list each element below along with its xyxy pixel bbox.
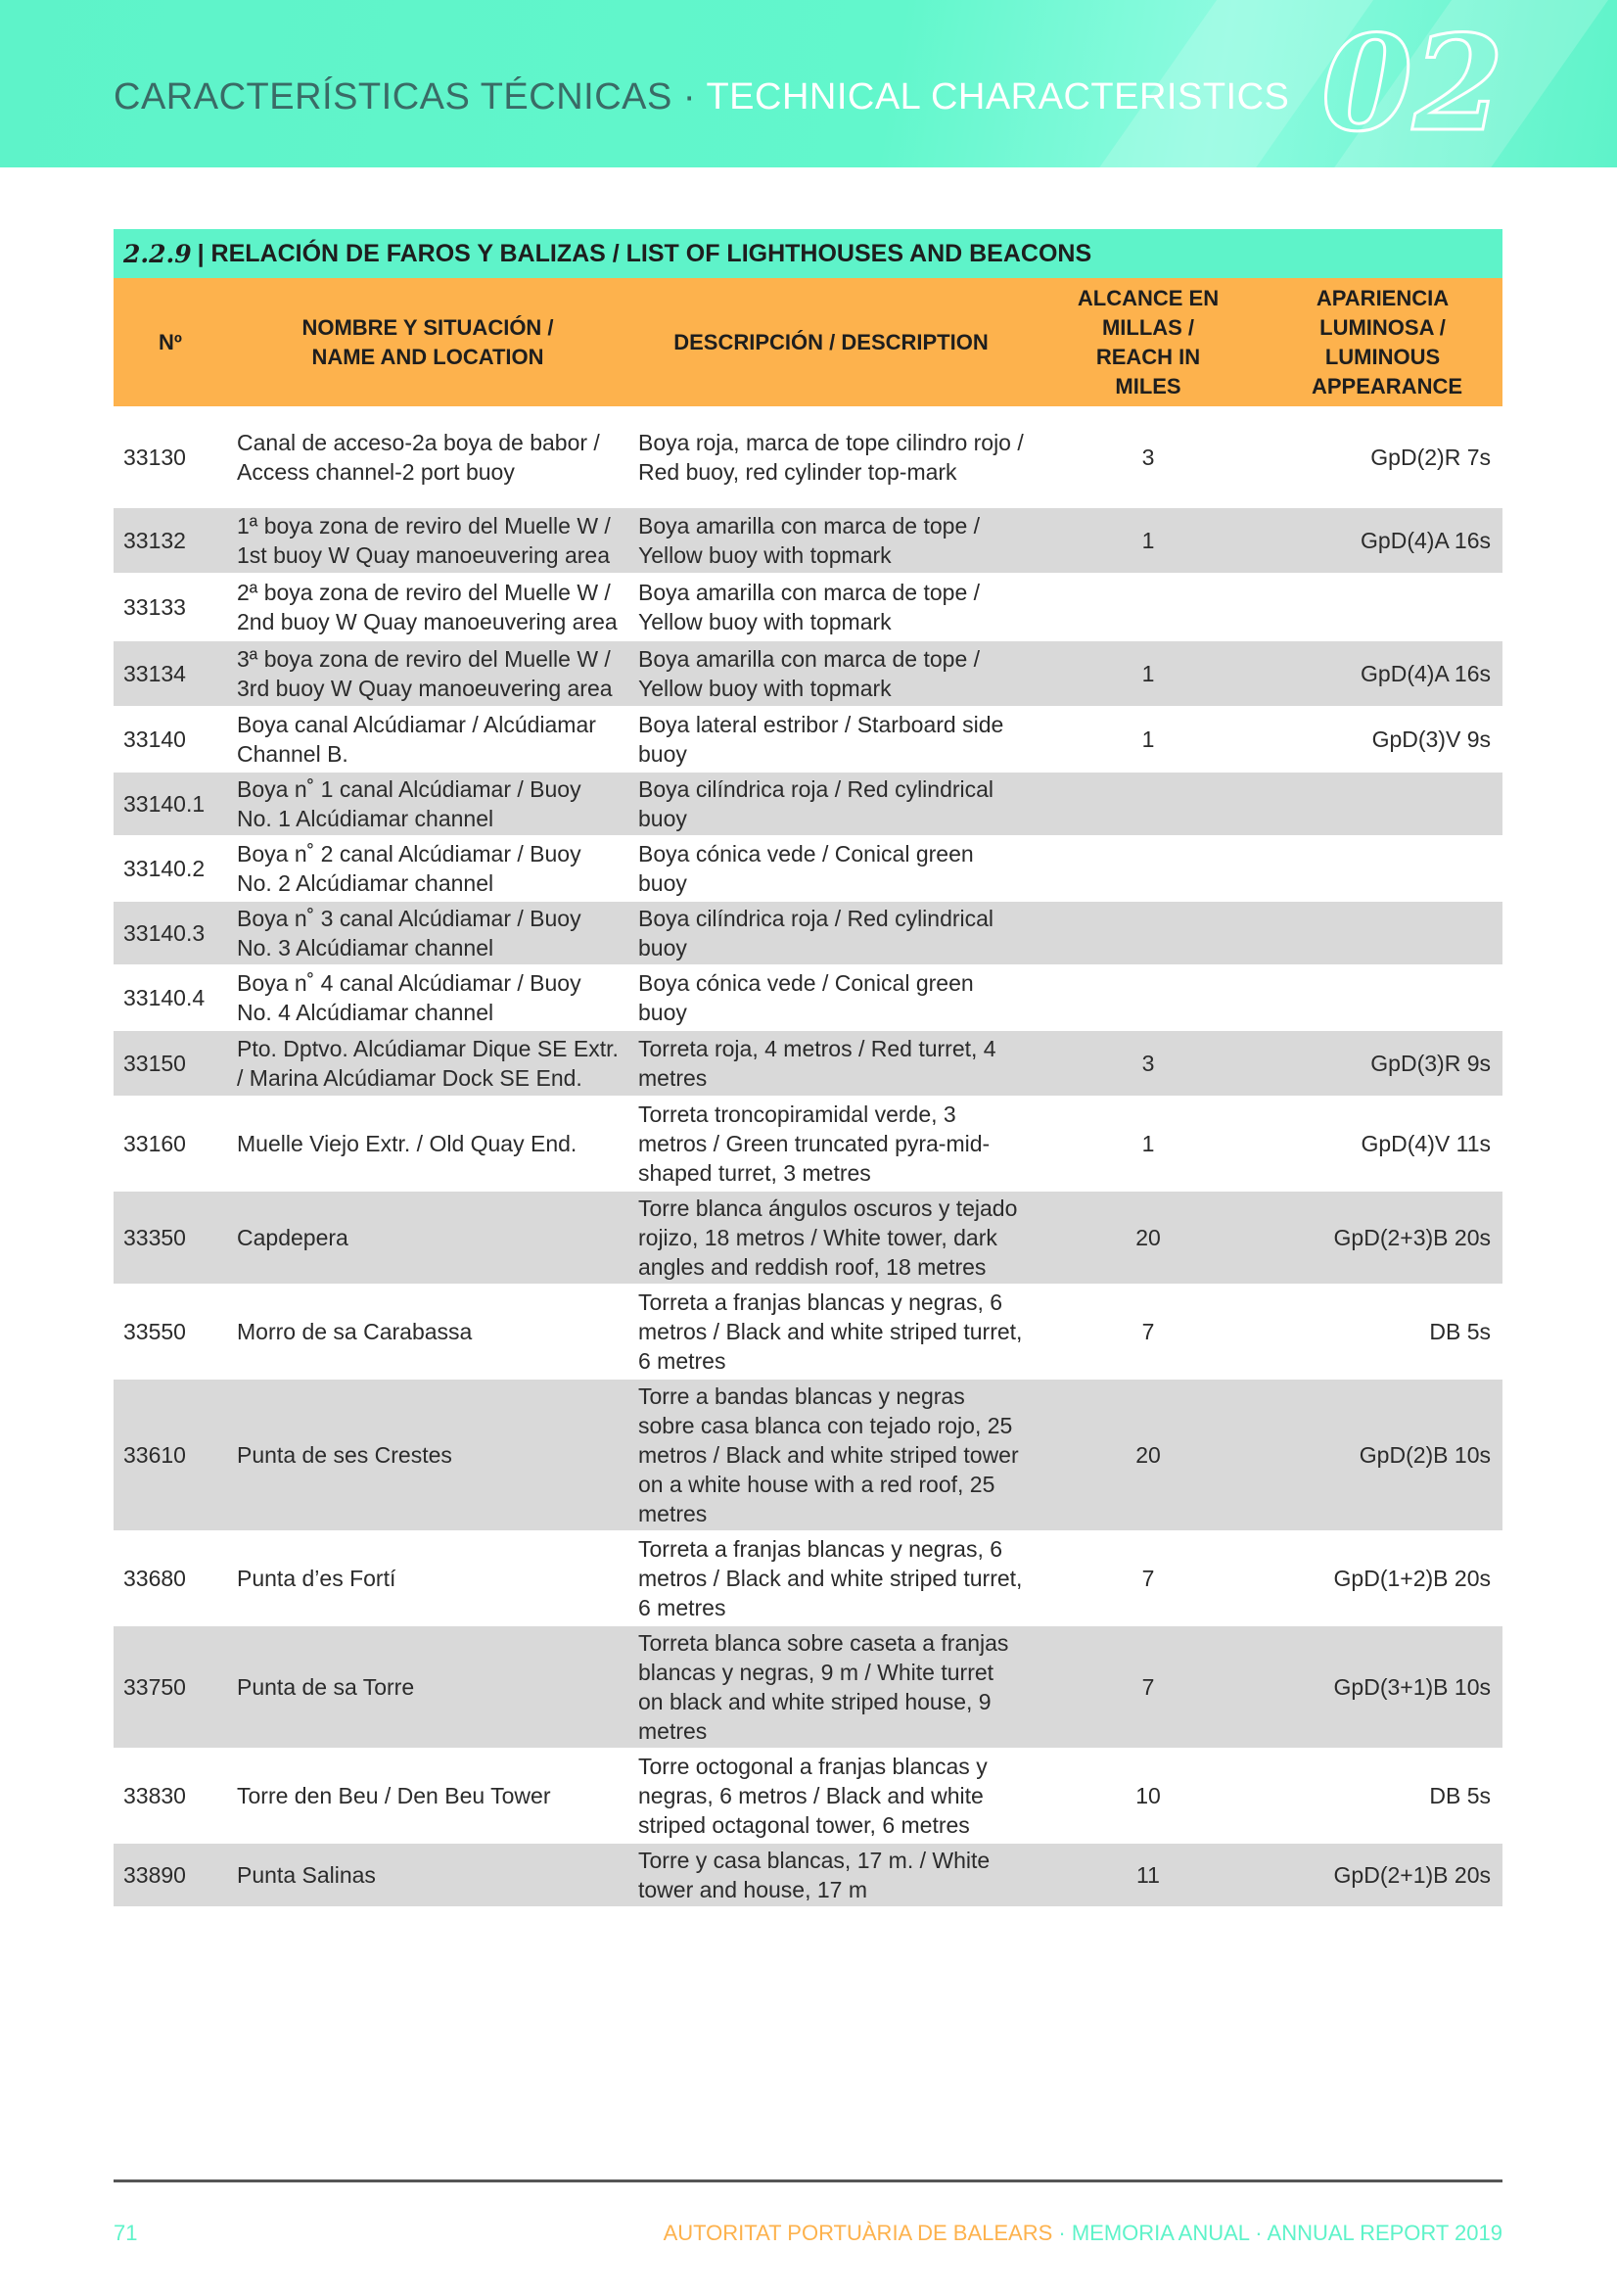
cell-reach — [1034, 772, 1263, 836]
cell-name: Punta Salinas — [227, 1843, 628, 1907]
cell-name: Boya n˚ 1 canal Alcúdiamar / Buoy No. 1 Alcúdiamar channel — [227, 772, 628, 836]
cell-appearance: GpD(3)V 9s — [1263, 707, 1502, 772]
cell-description: Torre octogonal a franjas blancas y negras, 6 metros / Black and white striped octagonal tower, 6 metres — [628, 1749, 1034, 1843]
cell-reach: 3 — [1034, 1030, 1263, 1097]
cell-reach: 1 — [1034, 640, 1263, 707]
table-row — [114, 1531, 1502, 1625]
footer-report: · MEMORIA ANUAL · ANNUAL REPORT 2019 — [1052, 2221, 1502, 2245]
page-title — [114, 76, 1289, 118]
cell-number: 33610 — [114, 1379, 227, 1531]
cell-description: Torre y casa blancas, 17 m. / White tower and house, 17 m — [628, 1843, 1034, 1907]
table-row — [114, 836, 1502, 901]
table-row — [114, 901, 1502, 965]
cell-reach: 11 — [1034, 1843, 1263, 1907]
lighthouses-table — [114, 278, 1502, 1908]
cell-appearance: DB 5s — [1263, 1749, 1502, 1843]
cell-number: 33133 — [114, 574, 227, 640]
cell-description: Boya cónica vede / Conical green buoy — [628, 965, 1034, 1030]
table-row — [114, 1285, 1502, 1379]
table-row — [114, 1625, 1502, 1749]
cell-reach: 1 — [1034, 507, 1263, 574]
cell-name: Pto. Dptvo. Alcúdiamar Dique SE Extr. / Marina Alcúdiamar Dock SE End. — [227, 1030, 628, 1097]
cell-number: 33890 — [114, 1843, 227, 1907]
cell-number: 33140 — [114, 707, 227, 772]
cell-description: Boya lateral estribor / Starboard side buoy — [628, 707, 1034, 772]
cell-number: 33140.2 — [114, 836, 227, 901]
section-heading — [114, 229, 1502, 278]
cell-reach: 1 — [1034, 707, 1263, 772]
footer-publication — [664, 2221, 1502, 2246]
cell-description: Boya cilíndrica roja / Red cylindrical buoy — [628, 772, 1034, 836]
cell-appearance: GpD(2+1)B 20s — [1263, 1843, 1502, 1907]
cell-name: Morro de sa Carabassa — [227, 1285, 628, 1379]
cell-description: Torreta blanca sobre caseta a franjas blancas y negras, 9 m / White turret on black and white striped house, 9 metres — [628, 1625, 1034, 1749]
cell-number: 33134 — [114, 640, 227, 707]
cell-name: Torre den Beu / Den Beu Tower — [227, 1749, 628, 1843]
cell-name: Punta de sa Torre — [227, 1625, 628, 1749]
cell-reach: 3 — [1034, 407, 1263, 507]
cell-appearance: GpD(3+1)B 10s — [1263, 1625, 1502, 1749]
cell-number: 33132 — [114, 507, 227, 574]
cell-reach — [1034, 901, 1263, 965]
cell-name: 2ª boya zona de reviro del Muelle W / 2nd buoy W Quay manoeuvering area — [227, 574, 628, 640]
cell-name: 3ª boya zona de reviro del Muelle W / 3rd buoy W Quay manoeuvering area — [227, 640, 628, 707]
cell-number: 33140.1 — [114, 772, 227, 836]
table-row — [114, 1379, 1502, 1531]
cell-description: Torreta roja, 4 metros / Red turret, 4 metres — [628, 1030, 1034, 1097]
footer-org: AUTORITAT PORTUÀRIA DE BALEARS — [663, 2221, 1053, 2245]
cell-description: Boya amarilla con marca de tope / Yellow buoy with topmark — [628, 574, 1034, 640]
table-row — [114, 1749, 1502, 1843]
header-reach: ALCANCE EN MILLAS / REACH IN MILES — [1034, 278, 1263, 407]
chapter-number: 02 — [1321, 6, 1504, 161]
cell-number: 33830 — [114, 1749, 227, 1843]
title-separator: · — [671, 76, 707, 117]
cell-reach: 7 — [1034, 1285, 1263, 1379]
section-title: | RELACIÓN DE FAROS Y BALIZAS / LIST OF LIGHTHOUSES AND BEACONS — [197, 239, 1092, 267]
footer-rule — [114, 2179, 1502, 2182]
cell-description: Torreta a franjas blancas y negras, 6 metros / Black and white striped turret, 6 metres — [628, 1531, 1034, 1625]
cell-appearance: GpD(1+2)B 20s — [1263, 1531, 1502, 1625]
table-row — [114, 640, 1502, 707]
cell-number: 33130 — [114, 407, 227, 507]
cell-name: Punta de ses Crestes — [227, 1379, 628, 1531]
cell-reach: 7 — [1034, 1625, 1263, 1749]
cell-reach: 7 — [1034, 1531, 1263, 1625]
table-row — [114, 965, 1502, 1030]
cell-appearance: GpD(3)R 9s — [1263, 1030, 1502, 1097]
cell-name: Muelle Viejo Extr. / Old Quay End. — [227, 1097, 628, 1191]
header-name: NOMBRE Y SITUACIÓN / NAME AND LOCATION — [227, 278, 628, 407]
table-row — [114, 1191, 1502, 1285]
table-row — [114, 1030, 1502, 1097]
table-row — [114, 507, 1502, 574]
cell-reach — [1034, 574, 1263, 640]
cell-description: Boya amarilla con marca de tope / Yellow buoy with topmark — [628, 507, 1034, 574]
cell-number: 33150 — [114, 1030, 227, 1097]
cell-appearance: GpD(4)V 11s — [1263, 1097, 1502, 1191]
cell-appearance: GpD(2)R 7s — [1263, 407, 1502, 507]
cell-name: Boya canal Alcúdiamar / Alcúdiamar Channel B. — [227, 707, 628, 772]
cell-description: Torreta a franjas blancas y negras, 6 metros / Black and white striped turret, 6 metres — [628, 1285, 1034, 1379]
cell-number: 33350 — [114, 1191, 227, 1285]
table-row — [114, 772, 1502, 836]
header-banner — [0, 0, 1617, 167]
cell-number: 33750 — [114, 1625, 227, 1749]
cell-name: Punta d’es Fortí — [227, 1531, 628, 1625]
cell-appearance: GpD(2+3)B 20s — [1263, 1191, 1502, 1285]
table-row — [114, 1843, 1502, 1907]
cell-reach — [1034, 836, 1263, 901]
cell-number: 33550 — [114, 1285, 227, 1379]
table-row — [114, 574, 1502, 640]
cell-reach: 20 — [1034, 1191, 1263, 1285]
cell-appearance: GpD(4)A 16s — [1263, 640, 1502, 707]
cell-reach: 10 — [1034, 1749, 1263, 1843]
cell-description: Torreta troncopiramidal verde, 3 metros / Green truncated pyra-mid-shaped turret, 3 metres — [628, 1097, 1034, 1191]
cell-appearance: GpD(4)A 16s — [1263, 507, 1502, 574]
cell-description: Torre blanca ángulos oscuros y tejado rojizo, 18 metros / White tower, dark angles and reddish roof, 18 metres — [628, 1191, 1034, 1285]
header-num: Nº — [114, 278, 227, 407]
cell-name: Boya n˚ 4 canal Alcúdiamar / Buoy No. 4 Alcúdiamar channel — [227, 965, 628, 1030]
cell-name: Boya n˚ 2 canal Alcúdiamar / Buoy No. 2 Alcúdiamar channel — [227, 836, 628, 901]
cell-reach — [1034, 965, 1263, 1030]
table-header-row — [114, 278, 1502, 407]
cell-number: 33140.3 — [114, 901, 227, 965]
cell-reach: 20 — [1034, 1379, 1263, 1531]
cell-description: Boya cilíndrica roja / Red cylindrical buoy — [628, 901, 1034, 965]
cell-name: Canal de acceso-2a boya de babor / Access channel-2 port buoy — [227, 407, 628, 507]
cell-description: Boya amarilla con marca de tope / Yellow buoy with topmark — [628, 640, 1034, 707]
section-number: 2.2.9 — [123, 239, 192, 268]
cell-appearance — [1263, 574, 1502, 640]
cell-number: 33680 — [114, 1531, 227, 1625]
table-row — [114, 407, 1502, 507]
cell-reach: 1 — [1034, 1097, 1263, 1191]
cell-description: Boya cónica vede / Conical green buoy — [628, 836, 1034, 901]
cell-name: 1ª boya zona de reviro del Muelle W / 1st buoy W Quay manoeuvering area — [227, 507, 628, 574]
table-row — [114, 1097, 1502, 1191]
cell-description: Boya roja, marca de tope cilindro rojo / Red buoy, red cylinder top-mark — [628, 407, 1034, 507]
cell-name: Capdepera — [227, 1191, 628, 1285]
cell-appearance — [1263, 901, 1502, 965]
cell-number: 33140.4 — [114, 965, 227, 1030]
cell-appearance: DB 5s — [1263, 1285, 1502, 1379]
cell-name: Boya n˚ 3 canal Alcúdiamar / Buoy No. 3 Alcúdiamar channel — [227, 901, 628, 965]
title-spanish: CARACTERÍSTICAS TÉCNICAS — [114, 76, 672, 117]
cell-appearance — [1263, 836, 1502, 901]
table-row — [114, 707, 1502, 772]
header-appearance: APARIENCIA LUMINOSA / LUMINOUS APPEARANCE — [1263, 278, 1502, 407]
cell-appearance: GpD(2)B 10s — [1263, 1379, 1502, 1531]
cell-number: 33160 — [114, 1097, 227, 1191]
header-description: DESCRIPCIÓN / DESCRIPTION — [628, 278, 1034, 407]
page-number: 71 — [114, 2221, 138, 2245]
cell-appearance — [1263, 772, 1502, 836]
cell-appearance — [1263, 965, 1502, 1030]
title-english: TECHNICAL CHARACTERISTICS — [706, 76, 1290, 117]
cell-description: Torre a bandas blancas y negras sobre casa blanca con tejado rojo, 25 metros / Black and white striped tower on a white house with a red roof, 25 metres — [628, 1379, 1034, 1531]
